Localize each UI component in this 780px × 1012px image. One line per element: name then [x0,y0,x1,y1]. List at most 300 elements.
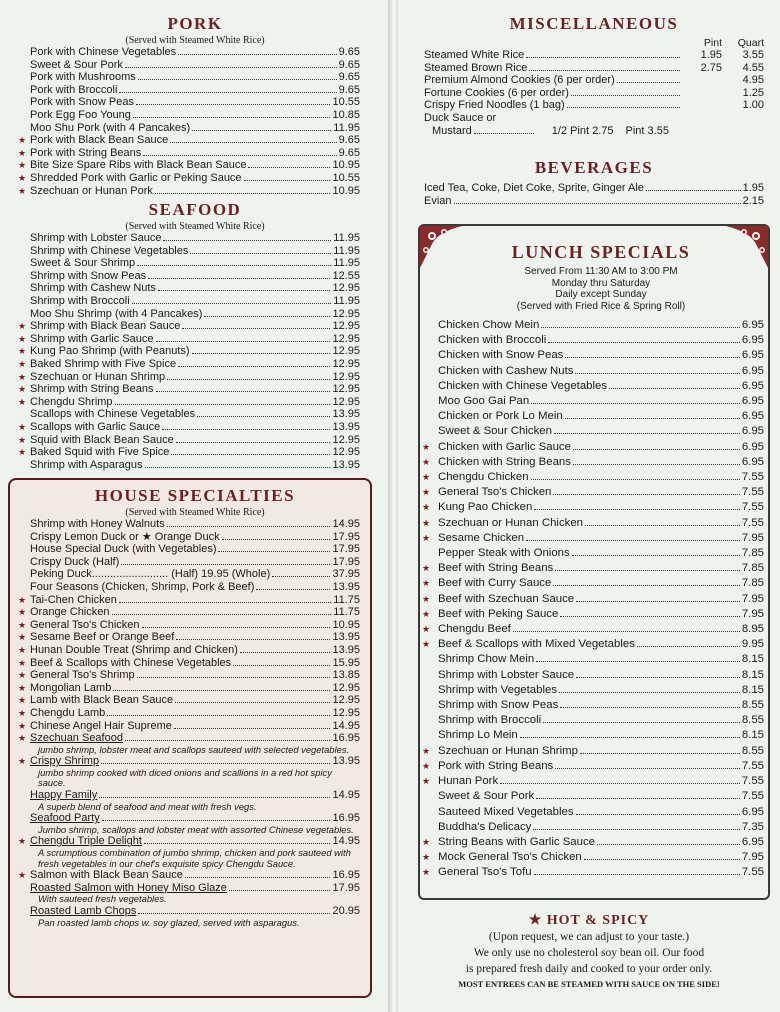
dot-leader [192,353,331,354]
dot-leader [119,602,331,603]
dot-leader [529,70,680,71]
item-description: Pan roasted lamb chops w. soy glazed, served with asparagus. [38,916,300,928]
item-price: 7.85 [741,547,764,560]
dot-leader [534,509,739,510]
item-name: Szechuan or Hunan Pork [30,184,153,197]
item-name: Moo Shu Shrimp (with 4 Pancakes) [30,307,203,320]
item-name: House Special Duck (with Vegetables) [30,543,217,556]
item-name: Shrimp with Snow Peas [30,269,147,282]
menu-item [438,424,764,439]
dot-leader [197,416,330,417]
dot-leader [513,631,740,632]
menu-item [30,122,360,135]
item-name: String Beans with Garlic Sauce [438,835,596,848]
dot-leader [555,768,740,769]
menu-item [422,531,764,546]
item-name: Crispy Fried Noodles (1 bag) [424,99,565,112]
item-name: Steamed Brown Rice [424,61,528,74]
item-name: Beef with String Beans [438,562,554,575]
menu-item [424,195,764,208]
item-price: 9.65 [338,46,360,58]
item-price: 13.95 [332,408,360,421]
dot-leader [272,576,330,577]
pork-list [18,46,360,197]
menu-item [30,295,360,308]
misc-col-quart: Quart [737,37,764,49]
item-name: Chengdu Triple Delight [30,835,142,848]
item-name: Shrimp with Black Bean Sauce [30,320,181,333]
dot-leader [162,429,330,430]
menu-item [18,159,360,172]
dot-leader [125,740,331,741]
dot-leader [553,585,740,586]
menu-item [30,84,360,97]
item-price: 20.95 [332,905,360,917]
item-price: 8.55 [741,714,764,727]
dot-leader [125,67,337,68]
item-name: Evian [424,194,452,207]
menu-item [18,383,360,396]
item-price: 8.55 [741,744,764,757]
hot-spicy-star-icon: ★ [18,756,27,767]
dot-leader [536,798,740,799]
item-price: 12.95 [332,446,360,459]
dot-leader [132,303,332,304]
footer-title: ★ HOT & SPICY [528,913,650,928]
menu-item [438,348,764,363]
dot-leader [580,753,740,754]
item-price: 16.95 [332,812,360,825]
dot-leader [454,203,741,204]
item-name: Sesame Chicken [438,531,525,544]
dot-leader [541,327,740,328]
dot-leader [560,707,740,708]
dot-leader [142,627,331,628]
hot-spicy-star-icon: ★ [422,867,431,878]
menu-item [438,698,764,713]
item-price: 7.55 [741,516,764,529]
item-price: 13.95 [332,755,360,768]
item-price: 11.95 [333,257,360,270]
menu-item [18,345,360,358]
item-name: Chinese Angel Hair Supreme [30,719,172,732]
item-name: Shrimp with Broccoli [438,714,542,727]
hot-spicy-star-icon: ★ [18,160,27,171]
item-price: 13.95 [332,643,360,656]
dot-leader [572,555,740,556]
dot-leader [553,494,739,495]
item-name: Peking Duck......................... (Half) 19.95 (Whole) [30,568,271,581]
menu-item [438,683,764,698]
menu-item [30,789,360,802]
item-name: Chicken with Snow Peas [438,349,564,362]
item-price: 12.95 [332,433,360,446]
item-price: 12.95 [332,370,360,383]
hot-spicy-star-icon: ★ [422,532,431,543]
item-price: 7.55 [741,866,764,879]
hot-spicy-star-icon: ★ [18,607,27,618]
item-name: Chicken with Chinese Vegetables [438,379,608,392]
item-name: Beef with Peking Sauce [438,607,559,620]
dot-leader [554,433,740,434]
menu-item [438,789,764,804]
item-price: 9.65 [338,83,360,96]
item-name: Shrimp with String Beans [30,383,154,396]
house-subtitle: (Served with Steamed White Rice) [125,507,265,518]
item-price: 7.55 [741,486,764,499]
item-name: Pork with Snow Peas [30,96,134,109]
item-price: 7.95 [741,851,764,864]
hot-spicy-star-icon: ★ [18,384,27,395]
dot-leader [145,467,331,468]
dot-leader [102,820,331,821]
lunch-days1: Monday thru Saturday [551,277,651,289]
menu-item [18,446,360,459]
item-price: 17.95 [332,555,360,568]
dot-leader [178,54,336,55]
item-price: 6.95 [741,440,764,453]
menu-item [18,332,360,346]
item-name: Shrimp Chow Mein [438,653,535,666]
item-price: 10.95 [332,159,360,172]
item-price: 13.95 [332,580,360,593]
menu-item [18,171,360,185]
item-price: 7.55 [741,775,764,788]
menu-item [18,146,360,160]
item-description: Jumbo shrimp, scallops and lobster meat with assorted Chinese vegetables. [38,823,354,835]
hot-spicy-star-icon: ★ [422,441,431,452]
hot-spicy-star-icon: ★ [422,472,431,483]
menu-item [30,282,360,295]
dot-leader [576,601,740,602]
item-price: 7.35 [741,820,764,833]
dot-leader [597,844,740,845]
dot-leader [167,379,330,380]
dot-leader [137,265,331,266]
dot-leader [136,104,331,105]
menu-item [30,531,360,544]
item-price: 7.85 [741,562,764,575]
item-description: jumbo shrimp cooked with diced onions and scallions in a red hot spicy sauce. [38,766,332,789]
item-name: Szechuan or Hunan Shrimp [30,370,166,383]
dot-leader [218,551,330,552]
menu-item [30,408,360,421]
item-price: 10.55 [332,96,360,109]
item-name: Shrimp with Lobster Sauce [438,668,575,681]
dot-leader [571,95,680,96]
menu-item [422,774,764,789]
item-price: 8.15 [741,729,764,742]
hot-spicy-star-icon: ★ [18,185,27,196]
dot-leader [182,328,330,329]
dot-leader [575,373,739,374]
item-name: Shrimp with Broccoli [30,294,130,307]
item-price: 10.85 [332,108,360,121]
dot-leader [576,814,740,815]
menu-item [438,668,764,683]
menu-item [18,835,360,848]
item-name: Pepper Steak with Onions [438,547,570,560]
item-name: Szechuan or Hunan Chicken [438,516,584,529]
item-price: 12.95 [332,320,360,333]
item-name: Baked Squid with Five Spice [30,446,170,459]
menu-item [422,561,764,576]
hot-spicy-star-icon: ★ [422,745,431,756]
dot-leader [240,652,331,653]
item-name: Moo Goo Gai Pan [438,395,530,408]
menu-item [30,59,360,72]
dot-leader [567,107,680,108]
item-price: 9.65 [338,134,360,147]
beverages-title: BEVERAGES [534,158,654,177]
menu-item [422,440,764,455]
item-price: 7.55 [741,790,764,803]
item-name: Sesame Beef or Orange Beef [30,631,175,644]
menu-item [18,420,360,434]
item-name: Chicken with Garlic Sauce [438,440,571,453]
item-name: Pork Egg Foo Young [30,108,131,121]
item-name: Lamb with Black Bean Sauce [30,694,174,707]
lunch-with: (Served with Fried Rice & Spring Roll) [516,300,686,312]
menu-item [30,257,360,270]
item-price: 6.95 [741,410,764,423]
item-name: Pork with Black Bean Sauce [30,134,169,147]
item-price: 14.95 [332,789,360,802]
item-name: Four Seasons (Chicken, Shrimp, Pork & Beef) [30,580,255,593]
item-name: Shrimp with Lobster Sauce [30,232,162,244]
item-price: 11.95 [333,244,360,257]
item-price: 12.95 [332,282,360,295]
dot-leader [559,692,740,693]
item-name: Shrimp with Asparagus [30,458,143,471]
footer-line3: is prepared fresh daily and cooked to your order only. [465,963,713,975]
seafood-section [18,200,360,471]
hot-spicy-star-icon: ★ [422,639,431,650]
dot-leader [548,342,740,343]
item-price: 6.95 [741,425,764,438]
dot-leader [176,442,331,443]
item-name: Bite Size Spare Ribs with Black Bean Sauce [30,159,247,172]
duck-sauce-row [424,112,764,125]
item-name: Shrimp with Snow Peas [438,699,559,712]
item-price: 17.95 [332,881,360,894]
menu-item [438,364,764,379]
hot-spicy-star-icon: ★ [18,707,27,718]
dot-leader [156,391,331,392]
hot-spicy-star-icon: ★ [18,321,27,332]
hot-spicy-star-icon: ★ [18,733,27,744]
item-price: 12.95 [332,357,360,370]
item-price: 16.95 [332,732,360,745]
item-name: Seafood Party [30,812,100,825]
item-name: Chengdu Lamb [30,706,106,719]
item-name: Crispy Lemon Duck or ★ Orange Duck [30,530,220,543]
hot-spicy-star-icon: ★ [422,776,431,787]
menu-item [30,245,360,258]
item-price: 7.95 [741,607,764,620]
dot-leader [170,142,336,143]
item-price: 9.65 [338,146,360,159]
item-name: Shrimp with Garlic Sauce [30,332,154,345]
dot-leader [99,797,330,798]
item-name: Chicken with String Beans [438,455,571,468]
item-price: 12.95 [332,307,360,320]
item-name: Sweet & Sour Chicken [438,425,552,438]
item-name: Shredded Pork with Garlic or Peking Sauce [30,171,242,184]
menu-item [18,755,360,768]
quart-price: 4.95 [742,74,764,87]
menu-item [18,719,360,733]
item-description: jumbo shrimp, lobster meat and scallops sauteed with selected vegetables. [38,743,350,755]
menu-item [422,744,764,759]
dot-leader [531,479,740,480]
menu-item [422,759,764,774]
menu-item [422,622,764,637]
dot-leader [190,253,331,254]
menu-item [18,606,360,619]
item-name: Happy Family [30,789,98,802]
menu-item [18,669,360,682]
dot-leader [573,449,740,450]
lunch-title: LUNCH SPECIALS [511,242,691,262]
item-price: 12.95 [332,332,360,345]
dot-leader [167,526,331,527]
item-name: Roasted Lamb Chops [30,905,137,917]
item-name: Chicken with Broccoli [438,334,547,347]
duck-half-price: 1/2 Pint 2.75 [551,124,614,137]
hot-spicy-star-icon: ★ [18,358,27,369]
dot-leader [133,117,331,118]
item-name: Beef with Curry Sauce [438,577,552,590]
misc-section [424,14,764,137]
item-name: Buddha's Delicacy [438,820,532,833]
menu-item [18,320,360,333]
menu-item [30,581,360,594]
hot-spicy-footer [398,912,780,991]
menu-item [18,694,360,707]
hot-spicy-star-icon: ★ [422,624,431,635]
mustard-row [424,125,764,138]
item-name: Crispy Shrimp [30,755,100,768]
menu-item [18,643,360,657]
misc-title: MISCELLANEOUS [509,14,679,33]
menu-item [18,732,360,745]
item-price: 10.55 [332,171,360,184]
item-name: Scallops with Chinese Vegetables [30,408,196,421]
menu-item [422,835,764,850]
item-price: 6.95 [741,349,764,362]
item-price: 11.75 [333,593,360,606]
menu-item [422,637,764,652]
dot-leader [192,130,331,131]
item-price: 12.95 [332,395,360,408]
dot-leader [229,890,331,891]
menu-item [422,500,764,515]
quart-price: 1.00 [742,99,764,112]
item-price: 10.95 [332,618,360,631]
duck-line1: Duck Sauce or [424,111,497,124]
house-list [18,518,360,928]
menu-item [30,71,360,84]
menu-item [30,543,360,556]
item-price: 10.95 [332,184,360,197]
item-price: 6.95 [741,364,764,377]
item-name: Tai-Chen Chicken [30,593,117,606]
menu-item [30,232,360,245]
item-price: 11.95 [333,232,360,244]
menu-item [30,109,360,122]
item-name: Orange Chicken [30,606,110,619]
menu-item [422,865,764,880]
menu-item [438,333,764,348]
menu-item [30,812,360,825]
menu-item [422,470,764,485]
menu-item [18,593,360,607]
dot-leader [617,82,680,83]
menu-item [438,820,764,835]
item-price: 6.95 [741,805,764,818]
quart-price: 4.55 [742,61,764,74]
dot-leader [526,540,740,541]
misc-list [424,49,764,112]
hot-spicy-star-icon: ★ [422,593,431,604]
item-price: 16.95 [332,869,360,882]
dot-leader [244,180,331,181]
dot-leader [520,737,740,738]
hot-spicy-star-icon: ★ [422,608,431,619]
misc-col-pint: Pint [703,37,722,49]
menu-item [438,652,764,667]
item-price: 13.95 [332,458,360,471]
seafood-title: SEAFOOD [148,200,242,219]
dot-leader [248,167,330,168]
menu-item [438,409,764,424]
item-name: Steamed White Rice [424,49,525,61]
item-name: Sweet & Sour Shrimp [30,257,136,270]
dot-leader [534,874,740,875]
item-name: Chengdu Shrimp [30,395,113,408]
item-price: 7.55 [741,759,764,772]
dot-leader [576,677,740,678]
menu-item [30,882,360,895]
item-name: General Tso's Tofu [438,866,532,879]
item-name: Pork with Chinese Vegetables [30,46,177,58]
house-section [18,486,360,928]
house-title: HOUSE SPECIALTIES [94,486,296,505]
item-price: 15.95 [332,656,360,669]
item-name: Sweet & Sour Pork [30,58,123,71]
menu-item [438,379,764,394]
dot-leader [158,290,331,291]
dot-leader [637,646,740,647]
beverages-list [424,182,764,207]
dot-leader [156,341,331,342]
dot-leader [555,570,740,571]
hot-spicy-star-icon: ★ [422,456,431,467]
item-name: Mock General Tso's Chicken [438,851,582,864]
item-name: Pork with String Beans [30,146,142,159]
item-price: 6.95 [741,379,764,392]
dot-leader [155,193,331,194]
menu-item [422,607,764,622]
item-name: Sweet & Sour Pork [438,790,535,803]
item-name: Beef & Scallops with Mixed Vegetables [438,638,635,651]
hot-spicy-star-icon: ★ [18,434,27,445]
menu-item [30,568,360,581]
menu-item [424,182,764,195]
item-name: Shrimp with Vegetables [438,683,558,696]
dot-leader [565,418,740,419]
